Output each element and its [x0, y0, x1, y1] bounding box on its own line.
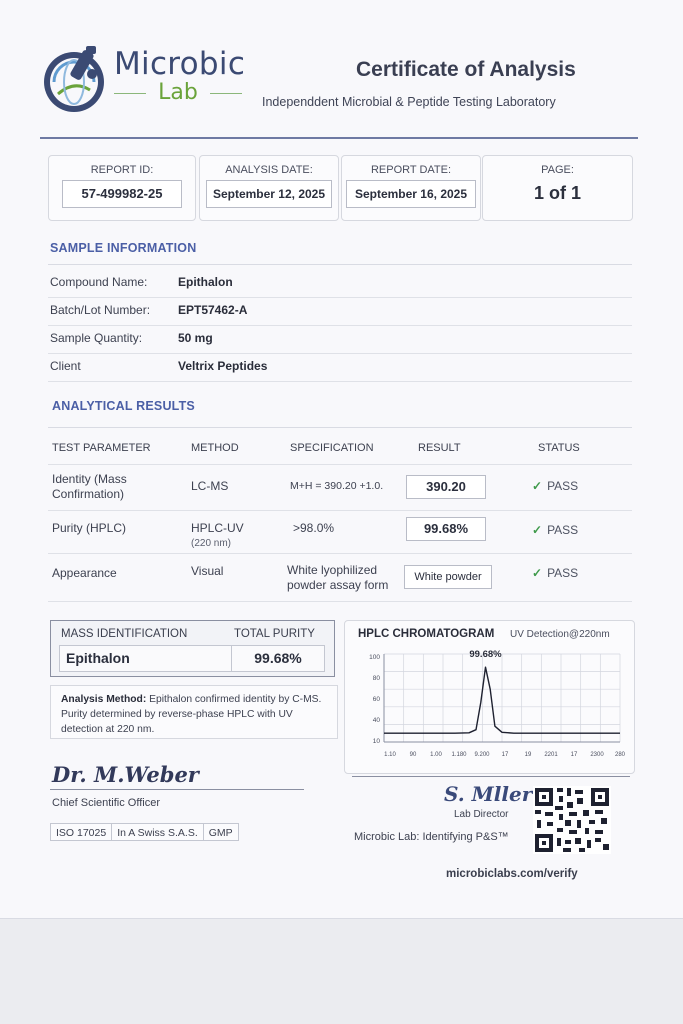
analysis-date-value: September 12, 2025: [206, 180, 332, 208]
qr-code-icon[interactable]: [533, 786, 611, 854]
result-method-note: (220 nm): [191, 538, 232, 549]
x-tick-label: 1.180: [451, 752, 467, 758]
chromatogram-title: HPLC CHROMATOGRAM: [358, 628, 495, 640]
signature-line-left: [50, 789, 304, 790]
status-badge: [532, 566, 578, 580]
x-tick-label: 17: [570, 752, 578, 758]
signature-right: S. Mller: [444, 782, 533, 806]
status-text: PASS: [547, 523, 579, 537]
col-header-test-parameter: TEST PARAMETER: [52, 442, 151, 454]
x-tick-label: 90: [409, 752, 417, 758]
sample-row-quantity: [48, 325, 632, 354]
result-value: 390.20: [406, 475, 486, 499]
report-date-box: [341, 155, 481, 221]
accreditation-badge: In A Swiss S.A.S.: [111, 823, 204, 841]
total-purity-value: 99.68%: [231, 645, 325, 672]
chromatogram-chart: [344, 644, 633, 768]
sample-row-compound: [48, 269, 632, 298]
x-tick-label: 17: [501, 752, 509, 758]
col-header-result: RESULT: [418, 442, 461, 454]
sample-info-heading: SAMPLE INFORMATION: [50, 241, 197, 255]
report-date-value: September 16, 2025: [346, 180, 476, 208]
report-id-value: 57-499982-25: [62, 180, 182, 208]
status-badge: [532, 523, 578, 537]
signature-left-role: Chief Scientific Officer: [52, 797, 161, 809]
x-tick-label: 19: [524, 752, 532, 758]
section-divider: [48, 427, 632, 428]
x-tick-label: 1.10: [384, 752, 396, 758]
sample-row-label: Batch/Lot Number:: [50, 303, 151, 317]
check-icon: ✓: [532, 479, 543, 493]
x-tick-label: 2300: [590, 752, 604, 758]
lab-tagline: Microbic Lab: Identifying P&S™: [354, 831, 509, 843]
result-spec: >98.0%: [293, 521, 335, 535]
table-divider: [48, 510, 632, 511]
analysis-method-label: Analysis Method:: [61, 694, 147, 705]
result-spec: White lyophilized powder assay form: [287, 563, 389, 592]
sample-row-value: Veltrix Peptides: [178, 359, 268, 373]
result-method: LC-MS: [191, 479, 229, 493]
report-id-box: [48, 155, 196, 221]
x-tick-label: 9.200: [474, 752, 490, 758]
sample-row-label: Compound Name:: [50, 275, 148, 289]
verify-link[interactable]: microbiclabs.com/verify: [446, 868, 578, 880]
result-param: Appearance: [52, 566, 117, 580]
page-label: PAGE:: [541, 164, 574, 176]
check-icon: ✓: [532, 566, 543, 580]
globe-microscope-logo-icon: [40, 44, 112, 116]
y-tick-label: 80: [372, 675, 380, 682]
brand-name: Microbic: [114, 46, 246, 82]
status-badge: [532, 479, 578, 493]
report-date-label: REPORT DATE:: [370, 164, 452, 176]
y-tick-label: 10: [372, 738, 380, 745]
mass-identification-box: [50, 620, 335, 677]
sample-row-value: EPT57462-A: [178, 303, 248, 317]
mass-id-value: Epithalon: [59, 645, 235, 672]
analytical-results-heading: ANALYTICAL RESULTS: [52, 399, 195, 413]
sample-row-client: [48, 353, 632, 382]
result-value: White powder: [404, 565, 492, 589]
x-tick-label: 2201: [544, 752, 558, 758]
x-tick-label: 1.00: [430, 752, 442, 758]
peak-label: 99.68%: [469, 649, 502, 661]
result-param: Purity (HPLC): [52, 521, 127, 535]
status-text: PASS: [547, 566, 579, 580]
table-divider: [48, 464, 632, 465]
accreditation-badge: ISO 17025: [50, 823, 112, 841]
analysis-date-box: [199, 155, 339, 221]
section-divider: [48, 264, 632, 265]
sample-row-label: Sample Quantity:: [50, 331, 143, 345]
signature-right-role: Lab Director: [454, 809, 509, 820]
page-value: 1 of 1: [533, 183, 581, 203]
brand-subname: Lab: [114, 80, 242, 105]
accreditation-badges: [50, 823, 238, 841]
total-purity-label: TOTAL PURITY: [234, 628, 315, 640]
sample-row-batch: [48, 297, 632, 326]
sample-row-label: Client: [50, 359, 81, 373]
table-divider: [48, 553, 632, 554]
y-tick-label: 40: [372, 717, 380, 724]
result-value: 99.68%: [406, 517, 486, 541]
sample-row-value: 50 mg: [178, 331, 213, 345]
analysis-method-note: [50, 685, 338, 739]
table-divider: [48, 601, 632, 602]
result-method: Visual: [191, 564, 224, 578]
analysis-method-text: Epithalon confirmed identity by C-MS. Purity determined by reverse-phase HPLC with UV detection at 220 nm.: [61, 694, 322, 735]
sample-row-value: Epithalon: [178, 275, 233, 289]
col-header-method: METHOD: [191, 442, 239, 454]
x-tick-label: 280: [614, 752, 626, 758]
status-text: PASS: [547, 479, 579, 493]
background-surface: [0, 919, 683, 1024]
result-spec: M+H = 390.20 +1.0.: [290, 480, 384, 492]
signature-left: Dr. M.Weber: [52, 762, 199, 787]
result-param: Identity (Mass Confirmation): [52, 472, 127, 501]
signature-line-right: [352, 776, 630, 777]
result-method: HPLC-UV: [191, 521, 244, 535]
y-tick-label: 100: [369, 654, 380, 661]
document-title: Certificate of Analysis: [356, 58, 576, 81]
col-header-status: STATUS: [538, 442, 580, 454]
chromatogram-subtitle: UV Detection@220nm: [510, 629, 610, 640]
accreditation-badge: GMP: [203, 823, 239, 841]
check-icon: ✓: [532, 523, 543, 537]
report-id-label: REPORT ID:: [90, 164, 154, 176]
col-header-specification: SPECIFICATION: [290, 442, 374, 454]
mass-id-label: MASS IDENTIFICATION: [61, 628, 188, 640]
y-tick-label: 60: [372, 696, 380, 703]
analysis-date-label: ANALYSIS DATE:: [225, 164, 313, 176]
document-subtitle: Independdent Microbial & Peptide Testing Laboratory: [262, 95, 556, 109]
page-box: [482, 155, 633, 221]
header-divider: [40, 137, 638, 139]
